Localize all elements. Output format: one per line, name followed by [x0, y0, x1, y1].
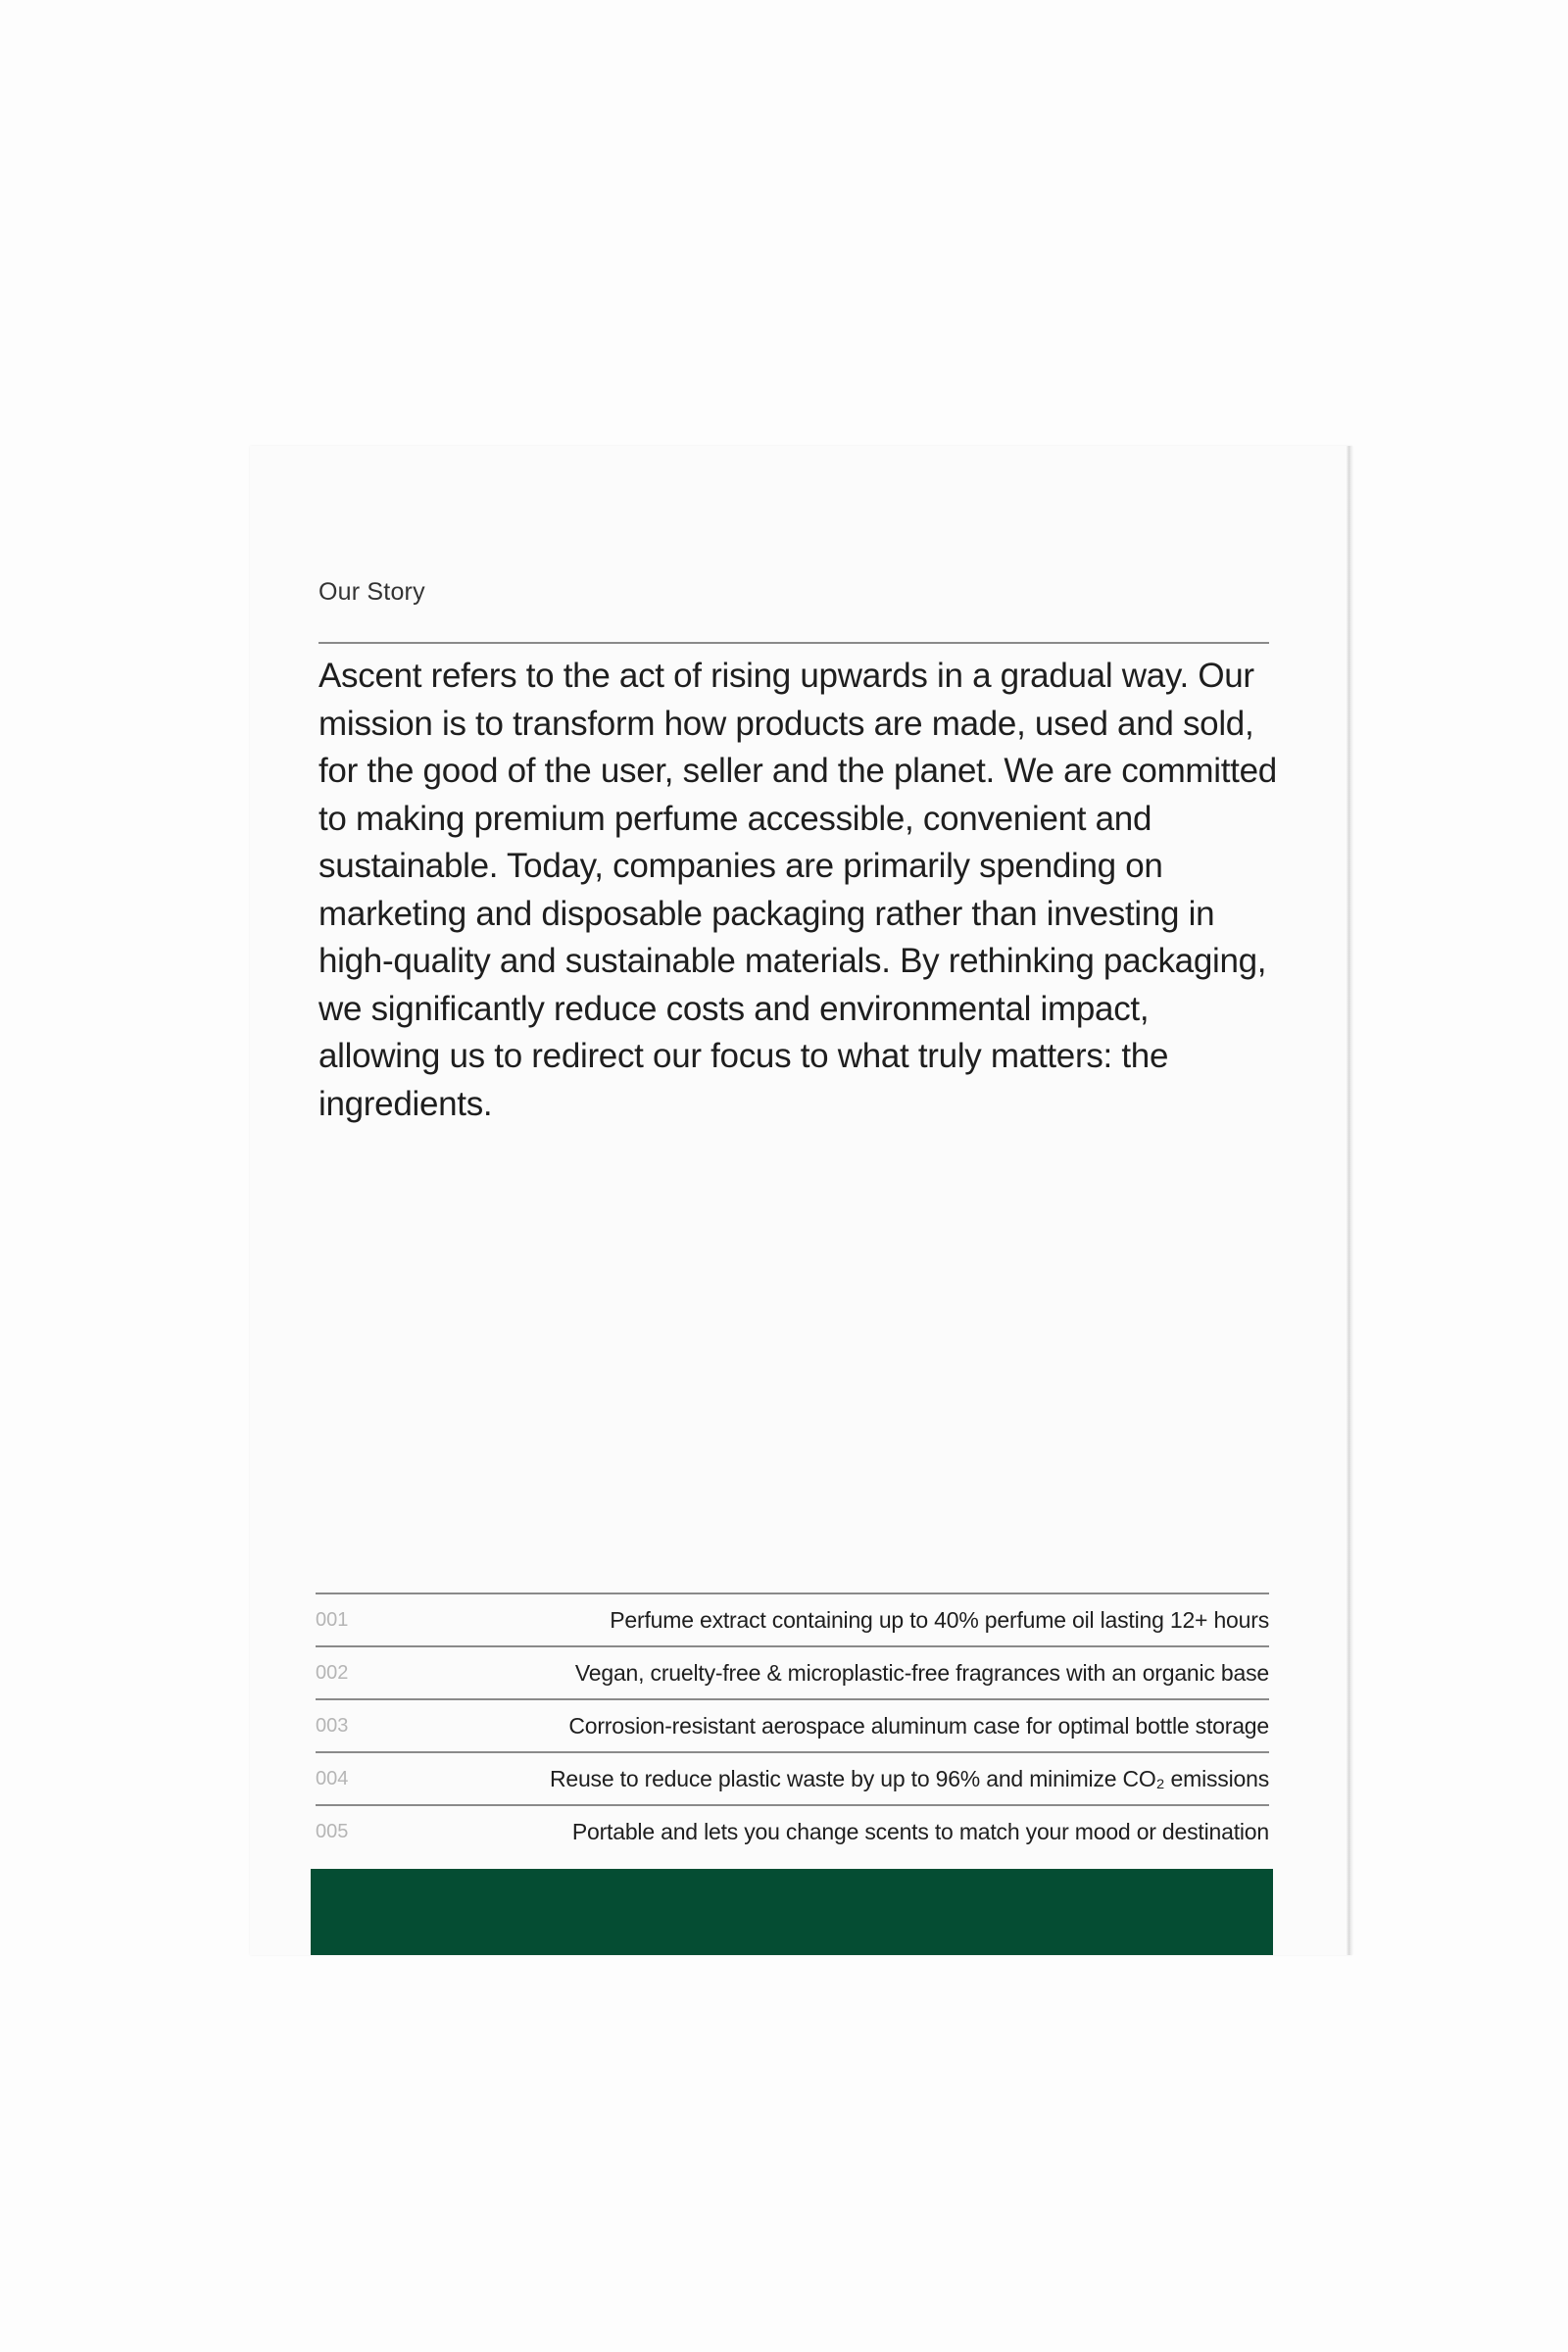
feature-number: 005: [316, 1820, 349, 1842]
feature-list: [316, 1592, 1269, 1857]
feature-text: Reuse to reduce plastic waste by up to 96% and minimize CO₂ emissions: [549, 1765, 1269, 1791]
feature-row: [316, 1592, 1269, 1645]
divider-line: [318, 642, 1269, 644]
brand-color-band: [311, 1869, 1273, 1955]
feature-text: Perfume extract containing up to 40% perfume oil lasting 12+ hours: [610, 1606, 1269, 1633]
feature-text: Portable and lets you change scents to match your mood or destination: [571, 1818, 1269, 1844]
section-label: Our Story: [318, 578, 425, 606]
feature-row: [316, 1645, 1269, 1698]
feature-text: Corrosion-resistant aerospace aluminum case for optimal bottle storage: [568, 1712, 1269, 1739]
feature-number: 003: [316, 1714, 349, 1737]
feature-row: [316, 1698, 1269, 1751]
story-card: [250, 446, 1352, 1955]
feature-row: [316, 1804, 1269, 1857]
feature-number: 002: [316, 1661, 349, 1684]
feature-text: Vegan, cruelty-free & microplastic-free fragrances with an organic base: [574, 1659, 1269, 1686]
card-edge-shading: [1347, 446, 1352, 1955]
feature-number: 001: [316, 1608, 349, 1631]
story-paragraph: Ascent refers to the act of rising upwards in a gradual way. Our mission is to transform how products are made, used and sold, for the good of the user, seller and the planet. We are committed to making premium perfume accessible, convenient and sustainable. Today, companies are primarily spending on marketing and disposable packaging rather than investing in high-quality and sustainable materials. By rethinking packaging, we significantly reduce costs and environmental impact, allowing us to redirect our focus to what truly matters: the ingredients.: [318, 657, 1277, 1123]
feature-number: 004: [316, 1767, 349, 1789]
feature-row: [316, 1751, 1269, 1804]
